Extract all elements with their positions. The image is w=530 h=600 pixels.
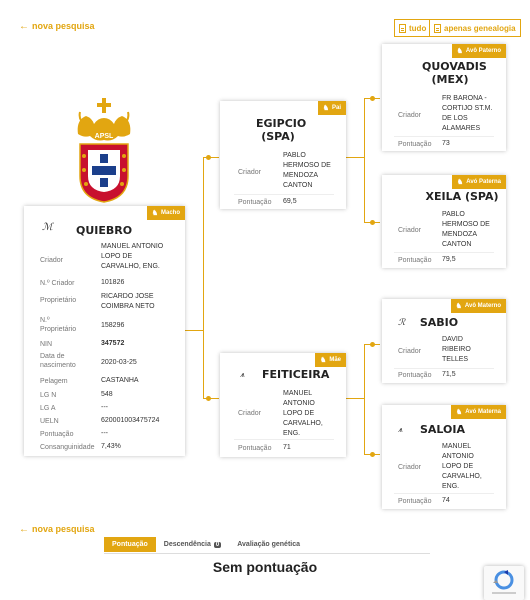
connector-main (185, 330, 203, 331)
nova-pesquisa-bottom-link[interactable] (19, 524, 95, 535)
horse-icon: ♞ (322, 105, 329, 112)
field-value: 2020-03-25 (101, 359, 137, 366)
nova-pesquisa-label: nova pesquisa (32, 21, 95, 31)
parent-badge (315, 353, 346, 367)
field-label: Consanguinidade (40, 444, 95, 451)
maternal-grandmother-card[interactable] (382, 405, 506, 509)
brand-mark-icon: ℛ (398, 317, 406, 327)
document-icon (399, 24, 406, 33)
criador-label: Criador (238, 410, 261, 417)
field-label: LG A (40, 405, 56, 412)
horse-name-line: (SPA) (261, 130, 295, 143)
apenas-genealogia-label: apenas genealogia (444, 23, 516, 33)
badge-label: Mãe (329, 357, 341, 363)
paternal-grandfather-card[interactable] (382, 44, 506, 151)
parent-badge (318, 101, 346, 115)
criador-value: MANUEL ANTONIO LOPO DE CARVALHO, ENG. (283, 390, 323, 437)
horse-icon: ♞ (456, 48, 463, 55)
field-value: CASTANHA (101, 377, 139, 384)
divider (234, 194, 334, 195)
divider (394, 368, 494, 369)
main-horse-card (24, 206, 185, 456)
criador-label: Criador (238, 169, 261, 176)
grandparent-badge (452, 175, 506, 189)
horse-name: SABIO (419, 316, 459, 329)
divider (394, 493, 494, 494)
horse-name: FEITICEIRA (262, 368, 330, 381)
maternal-grandfather-card[interactable] (382, 299, 506, 383)
brand-mark-icon: ℳ (42, 222, 53, 233)
horse-icon: ♞ (151, 210, 158, 217)
criador-value: PABLO HERMOSO DE MENDOZA CANTON (283, 152, 331, 189)
horse-name-line: QUOVADIS (422, 60, 487, 73)
horse-name: SALOIA (420, 423, 466, 436)
connector-father-out (346, 157, 364, 158)
grandparent-badge (452, 44, 506, 58)
tab-pontuacao[interactable] (104, 537, 156, 552)
sex-badge (147, 206, 185, 220)
criador-value: MANUEL ANTONIO LOPO DE CARVALHO, ENG. (442, 443, 482, 490)
tab-label: Descendência (163, 541, 211, 548)
field-label: LG N (40, 392, 57, 399)
nova-pesquisa-label: nova pesquisa (32, 524, 95, 534)
tab-label: Pontuação (112, 541, 148, 548)
field-label: Pelagem (40, 378, 68, 385)
paternal-grandmother-card[interactable] (382, 175, 506, 268)
criador-value: PABLO HERMOSO DE MENDOZA CANTON (442, 211, 490, 248)
criador-value: FR BARONA - CORTIJO ST.M. DE LOS ALAMARES (442, 95, 493, 132)
field-label: Criador (40, 257, 63, 264)
connector-dot (206, 396, 211, 401)
field-value: 101826 (101, 279, 125, 286)
criador-label: Criador (398, 227, 421, 234)
connector-dot (370, 220, 375, 225)
criador-label: Criador (398, 112, 421, 119)
pontuacao-label: Pontuação (398, 141, 432, 148)
tab-descendencia[interactable] (156, 537, 229, 552)
field-value: 548 (101, 391, 113, 398)
badge-label: Avô Materno (464, 303, 501, 309)
document-icon (434, 24, 441, 33)
field-value: 158296 (101, 322, 125, 329)
horse-icon: ♞ (456, 179, 464, 186)
badge-label: Avó Materna (465, 409, 501, 415)
criador-value: DAVID RIBEIRO TELLES (442, 336, 471, 363)
connector-dot (370, 96, 375, 101)
tab-avaliacao-genetica[interactable] (229, 537, 308, 552)
horse-name-line: EGIPCIO (256, 117, 307, 130)
field-label: Proprietário (40, 297, 77, 304)
pontuacao-label: Pontuação (238, 199, 272, 206)
recaptcha-icon (484, 566, 524, 600)
apsl-crest-logo (72, 96, 136, 204)
field-value: RICARDO JOSE COIMBRA NETO (101, 293, 155, 310)
field-label: NIN (40, 341, 53, 348)
father-card[interactable] (220, 101, 346, 209)
field-value: 7,43% (101, 443, 121, 450)
horse-icon: ♞ (455, 409, 463, 416)
horse-name-line: (MEX) (431, 73, 469, 86)
connector-parents (203, 157, 204, 398)
field-label: Data de nascimento (40, 353, 76, 369)
field-value: 347572 (101, 340, 125, 347)
tab-bar (104, 537, 308, 552)
connector-dot (370, 342, 375, 347)
horse-icon: ♞ (320, 357, 327, 364)
horse-name (256, 117, 307, 143)
apenas-genealogia-button[interactable] (429, 19, 521, 37)
criador-label: Criador (398, 464, 421, 471)
tab-label: Avaliação genética (237, 541, 301, 548)
pontuacao-value: 73 (442, 140, 450, 147)
recaptcha-widget[interactable] (484, 566, 524, 600)
pontuacao-label: Pontuação (238, 445, 272, 452)
divider (234, 439, 334, 440)
field-value: MANUEL ANTONIO LOPO DE CARVALHO, ENG. (101, 243, 164, 270)
divider (394, 136, 494, 137)
grandparent-badge (451, 299, 506, 313)
pontuacao-label: Pontuação (398, 498, 432, 505)
grandparent-badge (451, 405, 506, 419)
field-label: Pontuação (40, 431, 74, 438)
brand-mark-icon: ⩚ (398, 425, 403, 434)
pontuacao-label: Pontuação (398, 372, 432, 379)
criador-label: Criador (398, 348, 421, 355)
connector-father-gps (364, 98, 365, 222)
crest-label: APSL (94, 133, 114, 140)
badge-label: Pai (331, 105, 341, 111)
badge-label: Macho (160, 210, 180, 216)
connector-mother-gps (364, 344, 365, 454)
tudo-label: tudo (409, 23, 427, 33)
horse-name: XEILA (SPA) (425, 190, 499, 203)
count-badge: 0 (215, 541, 220, 548)
horse-name: QUIEBRO (76, 224, 133, 237)
pontuacao-value: 69,5 (283, 198, 297, 205)
connector-dot (370, 452, 375, 457)
arrow-left-icon: ← (19, 21, 29, 32)
pontuacao-value: 79,5 (442, 256, 456, 263)
field-label: UELN (40, 418, 59, 425)
tudo-button[interactable] (394, 19, 431, 37)
mother-card[interactable] (220, 353, 346, 457)
field-value: 620001003475724 (101, 417, 160, 424)
pontuacao-value: 71,5 (442, 371, 456, 378)
pontuacao-label: Pontuação (398, 257, 432, 264)
horse-icon: ♞ (455, 303, 462, 310)
field-label: N.º Proprietário (40, 317, 77, 333)
badge-label: Avô Paterno (465, 48, 501, 54)
divider (394, 252, 494, 253)
brand-mark-icon: ⩚ (240, 370, 245, 379)
horse-name (422, 60, 487, 86)
field-label: N.º Criador (40, 280, 75, 287)
field-value: --- (101, 430, 108, 437)
pontuacao-value: 74 (442, 497, 450, 504)
connector-dot (206, 155, 211, 160)
field-value: --- (101, 404, 108, 411)
tab-divider (104, 553, 430, 554)
arrow-left-icon: ← (19, 524, 29, 535)
nova-pesquisa-top-link[interactable] (19, 21, 95, 32)
connector-mother-out (346, 398, 364, 399)
pontuacao-value: 71 (283, 444, 291, 451)
no-points-message: Sem pontuação (212, 559, 318, 575)
badge-label: Avó Paterna (466, 179, 501, 185)
